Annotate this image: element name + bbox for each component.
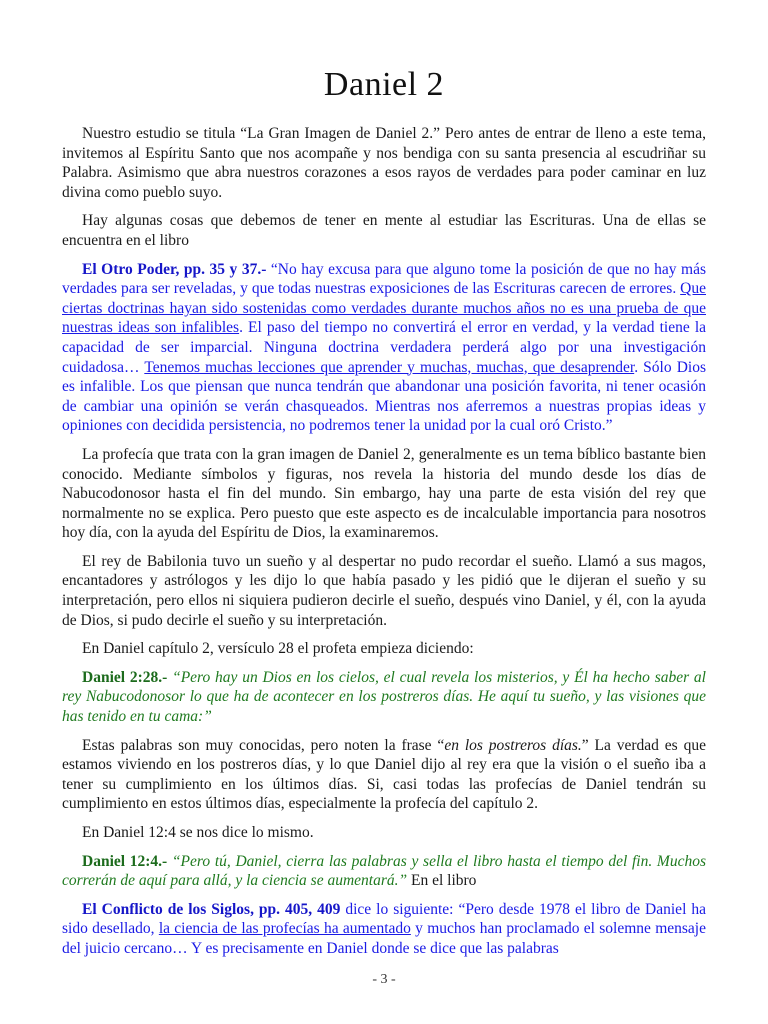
italic-phrase: en los postreros días. (444, 736, 582, 754)
quote-conflicto-siglos (62, 900, 706, 959)
paragraph-daniel-28: En Daniel capítulo 2, versículo 28 el profeta empieza diciendo: (82, 640, 474, 658)
quote-reference: Daniel 12:4.- (82, 852, 168, 870)
quote-text: . Sólo Dios es infalible. Los que piensan que nunca tendrán que abandonar una posición favorita, ni tener ocasión de cambiar una opinión se verán chasqueados. Mientras nos aferremos a nuestras propias ideas y opiniones con decidida persistencia, no podremos tener la unidad por la cual oró Cristo.” (62, 358, 706, 435)
page-number: - 3 - (372, 972, 396, 987)
underlined-text: Que ciertas doctrinas hayan sido sostenidas como verdades durante muchos años no es una prueba de que nuestras ideas son infalibles (62, 280, 706, 337)
quote-daniel-2-28 (62, 668, 706, 727)
quote-text: “No hay excusa para que alguno tome la posición de que no hay más verdades para ser reveladas, y que todas nuestras exposiciones de las Escrituras carecen de errores. (62, 260, 707, 298)
paragraph-text: ” La verdad es que estamos viviendo en los postreros días, y lo que Daniel dijo al rey era que la visión o el sueño iba a tener su cumplimiento en los últimos días. Si, casi todas las profecías de Daniel tendrán su cumplimiento en estos últimos días, especialmente la profecía del capítulo 2. (62, 736, 706, 813)
quote-reference: El Otro Poder, pp. 35 y 37.- (82, 260, 267, 278)
quote-text: y muchos han proclamado el solemne mensaje del juicio cercano… Y es precisamente en Daniel donde se dice que las palabras (62, 920, 706, 957)
underlined-text: Tenemos muchas lecciones que aprender y muchas, muchas, que desaprender (144, 358, 635, 376)
quote-otro-poder (62, 260, 706, 436)
underlined-text: la ciencia de las profecías ha aumentado (158, 920, 411, 938)
quote-text: . El paso del tiempo no convertirá el error en verdad, y la verdad tiene la capacidad de ser imparcial. Ninguna doctrina verdadera perderá algo por una investigación cuidadosa… (62, 319, 707, 376)
paragraph-scriptures: Hay algunas cosas que debemos de tener en mente al estudiar las Escrituras. Una de ellas se encuentra en el libro (62, 212, 706, 249)
paragraph-intro: Nuestro estudio se titula “La Gran Imagen de Daniel 2.” Pero antes de entrar de lleno a este tema, invitemos al Espíritu Santo que nos acompañe y nos bendiga con su santa presencia al escudriñar su Palabra. Asimismo que abra nuestros corazones a esos rayos de verdades para poder caminar en luz divina como pueblo suyo. (62, 125, 706, 201)
paragraph-text: En el libro (407, 872, 477, 890)
page-title: Daniel 2 (323, 66, 445, 103)
paragraph-postreros-dias (62, 736, 706, 814)
paragraph-rey-babilonia: El rey de Babilonia tuvo un sueño y al despertar no pudo recordar el sueño. Llamó a sus magos, encantadores y astrólogos y les dijo lo que había pasado y les pidió que le dijeran el sueño y su interpretación, pero ellos ni siquiera pudieron decirle el sueño, después vino Daniel, y él, con la ayuda de Dios, si pudo decirle el sueño y su interpretación. (62, 552, 706, 629)
quote-reference: El Conflicto de los Siglos, pp. 405, 409 (82, 900, 341, 918)
paragraph-profecia: La profecía que trata con la gran imagen de Daniel 2, generalmente es un tema bíblico bastante bien conocido. Mediante símbolos y figuras, nos revela la historia del mundo desde los días de Nabucodonosor hasta el fin del mundo. Sin embargo, hay una parte de esta visión del rey que normalmente no se explica. Pero puesto que este aspecto es de incalculable importancia para nosotros hoy día, con la ayuda del Espíritu de Dios, la examinaremos. (62, 445, 706, 542)
quote-reference: Daniel 2:28.- (82, 668, 168, 686)
quote-text: “Pero tú, Daniel, cierra las palabras y sella el libro hasta el tiempo del fin. Muchos correrán de aquí para allá, y la ciencia se aumentará.” (62, 852, 706, 890)
paragraph-daniel-12: En Daniel 12:4 se nos dice lo mismo. (82, 824, 314, 841)
quote-text: dice lo siguiente: “Pero desde 1978 el libro de Daniel ha sido desellado, (62, 900, 706, 938)
quote-text: “Pero hay un Dios en los cielos, el cual revela los misterios, y Él ha hecho saber al rey Nabucodonosor lo que ha de acontecer en los postreros días. He aquí tu sueño, y las visiones que has tenido en tu cama:” (62, 668, 706, 726)
quote-daniel-12-4 (62, 852, 706, 891)
paragraph-text: Estas palabras son muy conocidas, pero noten la frase “ (82, 736, 445, 754)
